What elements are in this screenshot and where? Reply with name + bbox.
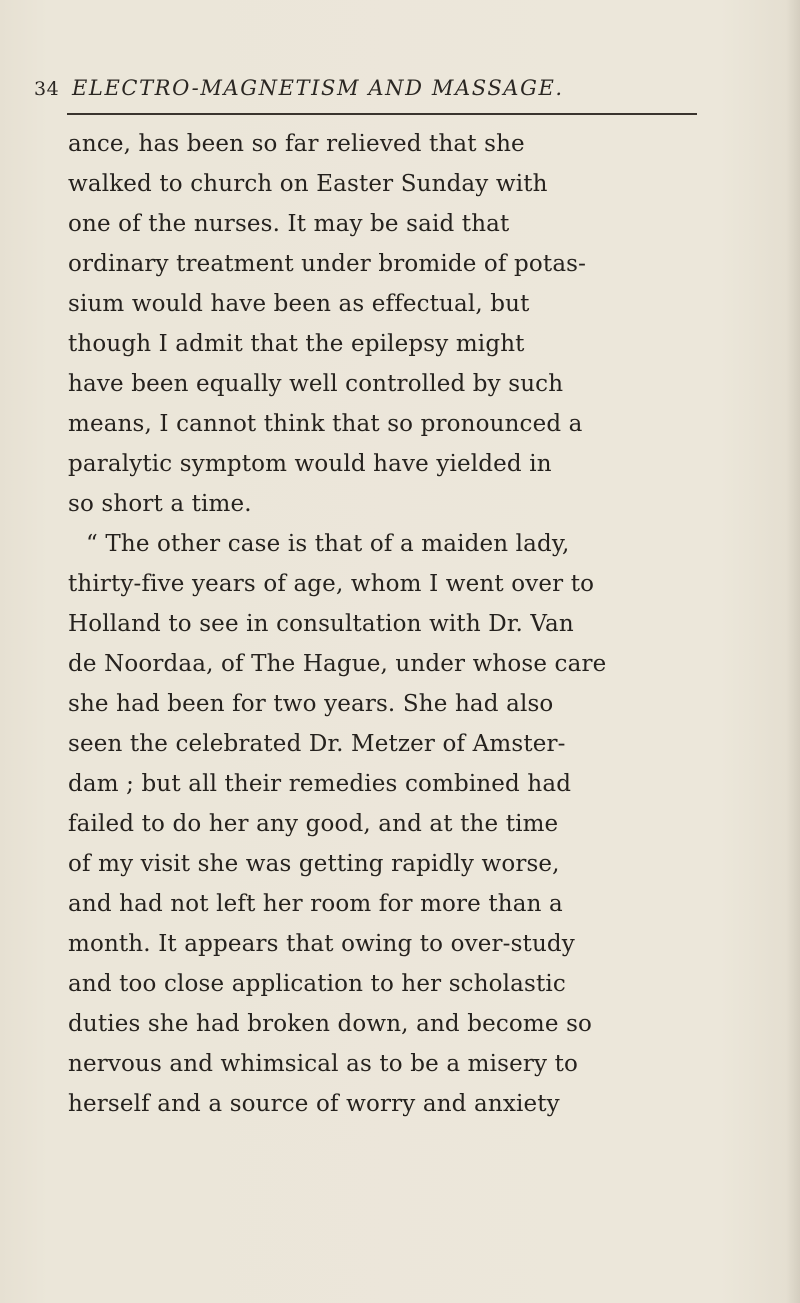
text-line: walked to church on Easter Sunday with [68,171,548,197]
text-line: so short a time. [68,491,252,517]
text-line: seen the celebrated Dr. Metzer of Amster- [68,731,566,757]
running-title: ELECTRO-MAGNETISM AND MASSAGE. [72,76,564,100]
header-rule [67,113,697,115]
text-line: one of the nurses. It may be said that [68,211,510,237]
text-line: sium would have been as effectual, but [68,291,530,317]
paragraph-start-line: “ The other case is that of a maiden lady, [86,531,570,557]
text-line: Holland to see in consultation with Dr. Van [68,611,574,637]
text-line: failed to do her any good, and at the time [68,811,559,837]
text-line: though I admit that the epilepsy might [68,331,525,357]
text-line: and had not left her room for more than a [68,891,563,917]
page-number: 34 [34,78,60,100]
page-edge-shadow [786,0,800,1303]
text-line: dam ; but all their remedies combined had [68,771,572,797]
text-line: have been equally well controlled by such [68,371,564,397]
text-line: ance, has been so far relieved that she [68,131,525,157]
text-line: duties she had broken down, and become so [68,1011,593,1037]
text-line: ordinary treatment under bromide of potas- [68,251,587,277]
text-line: nervous and whimsical as to be a misery to [68,1051,578,1077]
text-line: means, I cannot think that so pronounced a [68,411,583,437]
text-line: and too close application to her scholastic [68,971,566,997]
text-line: of my visit she was getting rapidly worse, [68,851,560,877]
text-line: herself and a source of worry and anxiety [68,1091,560,1117]
text-line: de Noordaa, of The Hague, under whose care [68,651,607,677]
page-header [34,74,700,108]
body-text [68,124,718,1124]
text-line: paralytic symptom would have yielded in [68,451,552,477]
text-line: month. It appears that owing to over-study [68,931,575,957]
text-line: she had been for two years. She had also [68,691,554,717]
text-line: thirty-five years of age, whom I went over to [68,571,595,597]
